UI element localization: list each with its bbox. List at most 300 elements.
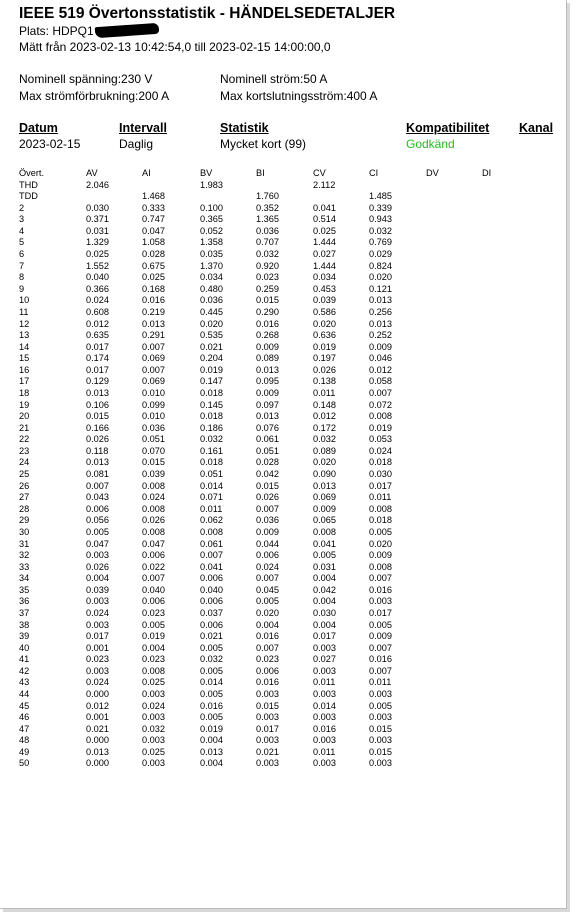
table-cell: 0.031 (313, 561, 336, 572)
table-cell: 4 (19, 225, 25, 236)
table-row (0, 758, 566, 770)
table-row (0, 666, 566, 678)
table-cell: 0.019 (313, 341, 336, 352)
table-cell: 1.444 (313, 260, 336, 271)
table-cell: 9 (19, 283, 25, 294)
table-cell: 0.011 (313, 387, 336, 398)
table-cell: 0.012 (369, 364, 392, 375)
table-cell: 0.019 (200, 364, 223, 375)
table-cell: 0.352 (256, 202, 279, 213)
table-cell: 12 (19, 318, 30, 329)
table-row (0, 550, 566, 562)
table-row (0, 701, 566, 713)
table-cell: 25 (19, 469, 30, 480)
table-cell: 0.017 (86, 364, 109, 375)
table-cell: 46 (19, 712, 30, 723)
table-cell: 0.017 (313, 631, 336, 642)
table-cell: 0.005 (200, 712, 223, 723)
table-cell: 15 (19, 353, 30, 364)
table-cell: 0.025 (142, 677, 165, 688)
table-cell: 0.089 (313, 445, 336, 456)
table-cell: 0.007 (86, 480, 109, 491)
table-cell: 1.552 (86, 260, 109, 271)
table-cell: 0.635 (86, 330, 109, 341)
table-cell: 7 (19, 260, 25, 271)
table-cell: 0.008 (369, 503, 392, 514)
table-cell: 0.003 (256, 758, 279, 769)
table-cell: 0.608 (86, 306, 109, 317)
table-cell: 0.007 (256, 642, 279, 653)
table-cell: 0.017 (256, 723, 279, 734)
table-row (0, 504, 566, 516)
table-row (0, 620, 566, 632)
table-cell: 0.042 (313, 584, 336, 595)
table-cell: 0.018 (200, 457, 223, 468)
table-cell: 0.025 (86, 249, 109, 260)
table-cell: 0.015 (256, 295, 279, 306)
table-cell: 0.006 (142, 550, 165, 561)
table-cell: 0.005 (369, 700, 392, 711)
table-cell: 0.118 (86, 445, 109, 456)
table-cell: 0.025 (142, 272, 165, 283)
table-cell: 0.012 (86, 318, 109, 329)
table-cell: 0.004 (313, 596, 336, 607)
table-cell: 0.015 (369, 746, 392, 757)
table-cell: 0.007 (369, 387, 392, 398)
table-row (0, 342, 566, 354)
table-row (0, 747, 566, 759)
table-cell: 0.824 (369, 260, 392, 271)
table-cell: 0.003 (369, 689, 392, 700)
table-row (0, 596, 566, 608)
table-row (0, 376, 566, 388)
table-cell: 0.047 (142, 538, 165, 549)
table-cell: 0.453 (313, 283, 336, 294)
table-cell: 47 (19, 723, 30, 734)
table-cell: 0.005 (200, 665, 223, 676)
table-row (0, 677, 566, 689)
table-cell: 0.480 (200, 283, 223, 294)
table-cell: 0.747 (142, 214, 165, 225)
table-cell: 27 (19, 492, 30, 503)
table-cell: 0.023 (142, 654, 165, 665)
table-cell: 0.013 (86, 387, 109, 398)
table-cell: 0.018 (369, 515, 392, 526)
table-cell: 1.058 (142, 237, 165, 248)
place-label: Plats: HDPQ1 (19, 24, 94, 38)
event-statistics: Mycket kort (99) (220, 137, 307, 151)
table-cell: 26 (19, 480, 30, 491)
table-cell: 0.003 (369, 712, 392, 723)
table-cell: 32 (19, 550, 30, 561)
table-cell: 0.026 (86, 561, 109, 572)
table-cell: 0.161 (200, 445, 223, 456)
table-cell: 0.069 (313, 492, 336, 503)
table-cell: 0.001 (86, 642, 109, 653)
table-cell: 0.003 (369, 758, 392, 769)
table-cell: 22 (19, 434, 30, 445)
table-cell: 3 (19, 214, 25, 225)
table-cell: 0.004 (200, 758, 223, 769)
table-cell: 0.006 (86, 503, 109, 514)
table-cell: 14 (19, 341, 30, 352)
table-cell: 0.044 (256, 538, 279, 549)
table-cell: 0.056 (86, 515, 109, 526)
table-cell: 0.039 (142, 469, 165, 480)
table-cell: 0.003 (313, 642, 336, 653)
column-header: CI (369, 168, 379, 178)
table-cell: 34 (19, 573, 30, 584)
table-cell: 0.036 (256, 515, 279, 526)
table-cell: 0.008 (369, 411, 392, 422)
table-cell: 0.095 (256, 376, 279, 387)
table-cell: 6 (19, 249, 25, 260)
table-cell: 0.016 (142, 295, 165, 306)
table-cell: 0.147 (200, 376, 223, 387)
table-cell: 0.017 (369, 480, 392, 491)
table-cell: 1.370 (200, 260, 223, 271)
table-cell: 0.018 (200, 387, 223, 398)
table-cell: 0.016 (200, 700, 223, 711)
table-cell: 0.019 (142, 631, 165, 642)
table-cell: 0.034 (313, 272, 336, 283)
table-cell: 18 (19, 387, 30, 398)
table-cell: 0.032 (200, 434, 223, 445)
table-row (0, 319, 566, 331)
table-cell: 0.707 (256, 237, 279, 248)
table-cell: 0.016 (369, 654, 392, 665)
header-interval: Intervall (119, 121, 167, 135)
table-row (0, 295, 566, 307)
table-cell: 0.020 (256, 607, 279, 618)
place-line (19, 24, 159, 38)
table-row (0, 585, 566, 597)
table-cell: 0.003 (142, 735, 165, 746)
table-cell: 0.013 (142, 318, 165, 329)
table-cell: 0.005 (369, 619, 392, 630)
table-cell: 28 (19, 503, 30, 514)
table-cell: 0.006 (142, 596, 165, 607)
table-cell: 0.339 (369, 202, 392, 213)
table-cell: 0.029 (369, 249, 392, 260)
table-row (0, 446, 566, 458)
compatibility-status: Godkänd (406, 137, 455, 151)
table-cell: 0.021 (256, 746, 279, 757)
table-cell: 0.186 (200, 422, 223, 433)
table-row (0, 272, 566, 284)
table-cell: 1.468 (142, 191, 165, 202)
column-header: BV (200, 168, 213, 178)
table-cell: 0.030 (86, 202, 109, 213)
table-cell: 0.015 (256, 700, 279, 711)
table-cell: 0.061 (256, 434, 279, 445)
table-cell: 0.009 (369, 341, 392, 352)
table-cell: 0.005 (200, 642, 223, 653)
table-cell: 0.168 (142, 283, 165, 294)
table-cell: 0.001 (86, 712, 109, 723)
table-cell: 0.004 (313, 619, 336, 630)
table-cell: 0.028 (256, 457, 279, 468)
table-cell: 13 (19, 330, 30, 341)
table-cell: 0.005 (369, 526, 392, 537)
table-row (0, 203, 566, 215)
table-cell: 0.003 (313, 689, 336, 700)
table-row (0, 180, 566, 192)
table-cell: 0.039 (86, 584, 109, 595)
table-cell: 36 (19, 596, 30, 607)
table-row (0, 307, 566, 319)
table-cell: 0.027 (313, 654, 336, 665)
table-cell: 0.365 (200, 214, 223, 225)
table-cell: 43 (19, 677, 30, 688)
table-cell: 39 (19, 631, 30, 642)
table-cell: 0.003 (256, 735, 279, 746)
table-cell: 0.026 (142, 515, 165, 526)
table-cell: 24 (19, 457, 30, 468)
table-cell: 0.920 (256, 260, 279, 271)
table-cell: 0.072 (369, 399, 392, 410)
table-cell: 1.358 (200, 237, 223, 248)
table-cell: 0.121 (369, 283, 392, 294)
table-cell: 0.009 (256, 526, 279, 537)
table-cell: 35 (19, 584, 30, 595)
table-cell: 0.016 (313, 723, 336, 734)
table-cell: 0.006 (256, 550, 279, 561)
table-row (0, 191, 566, 203)
table-row (0, 689, 566, 701)
table-cell: 0.015 (86, 411, 109, 422)
harmonics-header-row (0, 168, 566, 180)
table-cell: 0.007 (369, 642, 392, 653)
table-cell: 0.070 (142, 445, 165, 456)
table-cell: 30 (19, 526, 30, 537)
table-row (0, 469, 566, 481)
table-cell: 1.983 (200, 179, 223, 190)
table-cell: 0.014 (200, 480, 223, 491)
table-cell: 0.006 (200, 596, 223, 607)
table-cell: 0.051 (200, 469, 223, 480)
table-cell: 1.329 (86, 237, 109, 248)
table-cell: 0.004 (200, 735, 223, 746)
table-cell: 0.032 (369, 225, 392, 236)
table-cell: 0.099 (142, 399, 165, 410)
table-cell: 11 (19, 306, 29, 317)
table-cell: 0.000 (86, 758, 109, 769)
nominal-voltage: Nominell spänning:230 V (19, 72, 153, 86)
table-cell: 0.008 (142, 665, 165, 676)
table-cell: 0.003 (86, 596, 109, 607)
table-cell: 0.024 (256, 561, 279, 572)
table-cell: 1.760 (256, 191, 279, 202)
table-cell: 0.020 (369, 538, 392, 549)
table-row (0, 284, 566, 296)
table-cell: 0.003 (256, 689, 279, 700)
table-row (0, 539, 566, 551)
table-row (0, 400, 566, 412)
table-cell: 0.219 (142, 306, 165, 317)
table-cell: 0.003 (142, 758, 165, 769)
table-cell: 0.009 (256, 387, 279, 398)
table-row (0, 712, 566, 724)
table-cell: 0.003 (142, 712, 165, 723)
table-cell: 0.024 (86, 295, 109, 306)
table-cell: 0.004 (256, 619, 279, 630)
table-cell: 0.004 (313, 573, 336, 584)
max-short-circuit-current: Max kortslutningsström:400 A (220, 89, 378, 103)
table-cell: 0.018 (369, 457, 392, 468)
table-cell: 20 (19, 411, 30, 422)
table-cell: 0.675 (142, 260, 165, 271)
table-cell: 0.036 (200, 295, 223, 306)
harmonics-table (0, 168, 566, 770)
max-current-consumption: Max strömförbrukning:200 A (19, 89, 170, 103)
table-cell: THD (19, 179, 38, 190)
table-cell: 0.009 (256, 341, 279, 352)
table-cell: 0.015 (142, 457, 165, 468)
redaction-mark (94, 23, 159, 38)
table-cell: 0.013 (369, 318, 392, 329)
table-row (0, 527, 566, 539)
table-row (0, 562, 566, 574)
table-cell: 0.062 (200, 515, 223, 526)
column-header: CV (313, 168, 326, 178)
table-cell: 0.011 (313, 746, 336, 757)
table-cell: 0.017 (86, 631, 109, 642)
table-cell: 0.769 (369, 237, 392, 248)
table-row (0, 237, 566, 249)
table-cell: 0.005 (200, 689, 223, 700)
table-row (0, 214, 566, 226)
table-cell: 0.016 (256, 677, 279, 688)
table-row (0, 330, 566, 342)
table-cell: 0.013 (313, 480, 336, 491)
table-cell: 0.197 (313, 353, 336, 364)
column-header: AI (142, 168, 151, 178)
table-cell: 0.007 (369, 665, 392, 676)
table-cell: 0.052 (200, 225, 223, 236)
table-row (0, 631, 566, 643)
table-cell: 0.106 (86, 399, 109, 410)
table-cell: 0.014 (200, 677, 223, 688)
table-cell: 0.019 (369, 422, 392, 433)
table-cell: 48 (19, 735, 30, 746)
table-cell: 0.005 (256, 596, 279, 607)
header-channel: Kanal (519, 121, 554, 135)
table-cell: 0.017 (369, 607, 392, 618)
table-cell: 0.023 (142, 607, 165, 618)
table-cell: 42 (19, 665, 30, 676)
table-cell: 0.100 (200, 202, 223, 213)
table-cell: 0.017 (86, 341, 109, 352)
table-cell: 0.007 (200, 550, 223, 561)
table-cell: 0.027 (313, 249, 336, 260)
table-cell: 0.015 (369, 723, 392, 734)
table-cell: 0.030 (369, 469, 392, 480)
table-cell: 0.032 (200, 654, 223, 665)
table-row (0, 388, 566, 400)
table-cell: 0.013 (256, 411, 279, 422)
table-cell: 1.365 (256, 214, 279, 225)
table-cell: 0.036 (256, 225, 279, 236)
table-cell: 0.009 (369, 631, 392, 642)
table-cell: 8 (19, 272, 25, 283)
table-cell: 0.333 (142, 202, 165, 213)
table-row (0, 481, 566, 493)
table-cell: 41 (19, 654, 30, 665)
table-cell: 2.046 (86, 179, 109, 190)
table-cell: 0.138 (313, 376, 336, 387)
table-cell: 0.097 (256, 399, 279, 410)
table-cell: 40 (19, 642, 30, 653)
table-cell: 0.005 (313, 550, 336, 561)
table-row (0, 515, 566, 527)
table-cell: 0.034 (200, 272, 223, 283)
table-cell: 0.019 (200, 723, 223, 734)
table-cell: 0.024 (86, 677, 109, 688)
table-cell: 0.046 (369, 353, 392, 364)
table-cell: 0.008 (369, 561, 392, 572)
table-cell: 0.129 (86, 376, 109, 387)
table-row (0, 226, 566, 238)
table-cell: 29 (19, 515, 30, 526)
table-row (0, 365, 566, 377)
table-cell: 0.023 (86, 654, 109, 665)
table-cell: 0.004 (86, 573, 109, 584)
table-cell: 0.012 (86, 700, 109, 711)
table-cell: 0.023 (256, 272, 279, 283)
table-cell: 0.043 (86, 492, 109, 503)
table-cell: 0.008 (142, 526, 165, 537)
table-cell: 0.008 (200, 526, 223, 537)
column-header: Övert. (19, 168, 45, 178)
table-cell: 0.943 (369, 214, 392, 225)
table-cell: 0.586 (313, 306, 336, 317)
table-row (0, 724, 566, 736)
table-cell: 44 (19, 689, 30, 700)
column-header: DV (426, 168, 439, 178)
table-row (0, 608, 566, 620)
table-cell: 0.013 (200, 746, 223, 757)
table-cell: 38 (19, 619, 30, 630)
event-date: 2023-02-15 (19, 137, 81, 151)
table-cell: 0.037 (200, 607, 223, 618)
table-cell: 0.003 (369, 735, 392, 746)
table-cell: 0.018 (200, 411, 223, 422)
table-cell: 0.058 (369, 376, 392, 387)
table-cell: 49 (19, 746, 30, 757)
table-cell: 0.051 (142, 434, 165, 445)
table-cell: 0.069 (142, 353, 165, 364)
table-cell: TDD (19, 191, 38, 202)
table-cell: 0.021 (200, 341, 223, 352)
table-cell: 0.009 (369, 550, 392, 561)
table-row (0, 492, 566, 504)
column-header: AV (86, 168, 98, 178)
table-cell: 0.024 (142, 700, 165, 711)
table-cell: 0.030 (313, 607, 336, 618)
column-header: DI (482, 168, 492, 178)
table-cell: 0.025 (313, 225, 336, 236)
table-cell: 0.009 (313, 503, 336, 514)
table-cell: 0.514 (313, 214, 336, 225)
table-cell: 0.366 (86, 283, 109, 294)
table-cell: 0.040 (86, 272, 109, 283)
table-cell: 0.204 (200, 353, 223, 364)
table-cell: 0.016 (256, 631, 279, 642)
table-cell: 45 (19, 700, 30, 711)
event-interval: Daglig (119, 137, 154, 151)
table-cell: 0.005 (86, 526, 109, 537)
